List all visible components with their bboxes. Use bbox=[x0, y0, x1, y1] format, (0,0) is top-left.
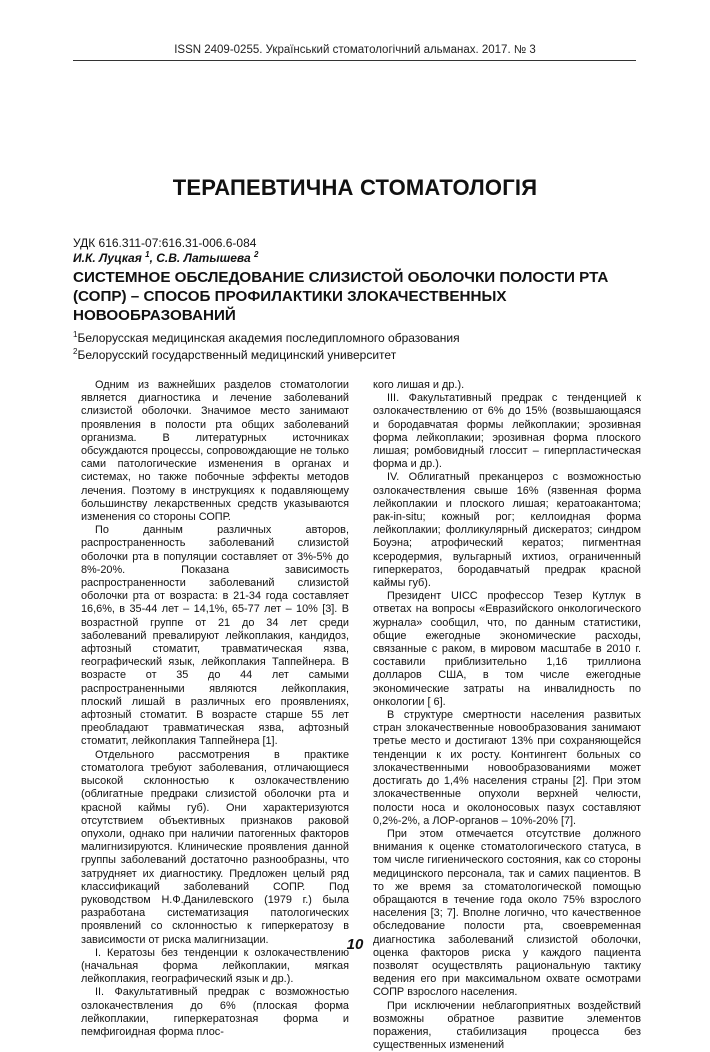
section-title: ТЕРАПЕВТИЧНА СТОМАТОЛОГІЯ bbox=[172, 175, 538, 200]
author-separator: , bbox=[149, 251, 157, 265]
paragraph: Президент UICC профессор Тезер Кутлук в ответах на вопросы «Евразийского онкологического журнала» сообщил, что, по данным статистики, общие ежегодные экономические расходы, связанные с раком, в мировом масштабе в 2010 г. составили приблизительно 1,16 триллиона долларов США, в том числе ежегодные экономические затраты на инвалидность по онкологии [ 6]. bbox=[373, 590, 641, 708]
authors-line bbox=[73, 250, 259, 265]
paragraph: При исключении неблагоприятных воздействий возможны обратное развитие элементов поражения, стабилизация процесса без существенных изменений bbox=[373, 999, 641, 1052]
article-title: СИСТЕМНОЕ ОБСЛЕДОВАНИЕ СЛИЗИСТОЙ ОБОЛОЧКИ ПОЛОСТИ РТА (СОПР) – СПОСОБ ПРОФИЛАКТИКИ ЗЛОКАЧЕСТВЕННЫХ НОВООБРАЗОВАНИЙ bbox=[73, 269, 609, 324]
paragraph: Одним из важнейших разделов стоматологии является диагностика и лечение заболеваний слизистой оболочки. Значимое место занимают проявления в полости рта общих заболеваний организма. В литературных источниках обсуждаются процессы, сопровождающие не только сами патологические изменения в органах и системах, но также побочные эффекты методов лечения. Поэтому в инструкциях к подавляющему большинству лекарственных средств указываются изменения со стороны СОПР. bbox=[81, 379, 349, 524]
affiliation-1 bbox=[73, 330, 460, 345]
paragraph: По данным различных авторов, распространенность заболеваний слизистой оболочки рта в популяции составляет от 3%-5% до 8%-20%. Показана зависимость распространенности заболеваний слизистой оболочки рта от возраста: в 21-34 года составляет 16,6%, в 35-44 лет – 14,1%, 65-77 лет – 10% [3]. В возрастной группе от 21 до 34 лет среди заболеваний превалируют лейкоплакия, кандидоз, афтозный стоматит, травматическая язва, географический язык, лейкоплакия Таппейнера. В возрасте от 35 до 44 лет самыми распространенными являются лейкоплакия, плоский лишай в различных его проявлениях, афтозный стоматит. В возрасте старше 55 лет преобладают травматическая язва, афтозный стоматит, лейкоплакия Таппейнера [1]. bbox=[81, 524, 349, 748]
affiliation-2 bbox=[73, 347, 396, 362]
paragraph: IV. Облигатный преканцероз с возможностью озлокачествления свыше 16% (язвенная форма лейкоплакии и плоского лишая; кератоакантома; рак-in-situ; кожный рог; келлоидная форма лейкоплакии; фолликулярный дискератоз; синдром Боуэна; атрофический кератоз; пигментная ксеродермия, вульгарный ихтиоз, ограниченный гиперкератоз, бородавчатый предрак красной каймы губ). bbox=[373, 471, 641, 590]
paragraph: При этом отмечается отсутствие должного внимания к оценке стоматологического статуса, в том числе гигиенического состояния, как со стороны медицинского персонала, так и самих пациентов. В то же время за стоматологической помощью обращаются в течение года около 75% взрослого населения [3; 7]. Вполне логично, что качественное обследование полости рта, своевременная диагностика заболеваний слизистой оболочки, оценка факторов риска у каждого пациента позволят осуществлять рациональную тактику ведения его при максимальном охвате осмотрами СОПР взрослого населения. bbox=[373, 827, 641, 999]
header-rule bbox=[73, 60, 636, 61]
paragraph: I. Кератозы без тенденции к озлокачествлению (начальная форма лейкоплакии, мягкая лейкоплакия, географический язык и др.). bbox=[81, 946, 349, 986]
author-2: С.В. Латышева bbox=[156, 251, 251, 265]
journal-header: ISSN 2409-0255. Український стоматологічний альманах. 2017. № 3 bbox=[174, 44, 536, 56]
paragraph: Отдельного рассмотрения в практике стоматолога требуют заболевания, отличающиеся высокой склонностью к озлокачествлению (облигатные предраки слизистой оболочки рта и красной каймы губ). Они характеризуются отсутствием объективных признаков раковой опухоли, однако при наличии патогенных факторов малигнизируются. Клинические проявления данной группы заболеваний достаточно разнообразны, что затрудняет их диагностику. Предложен целый ряд классификаций заболеваний СОПР. Под руководством Н.Ф.Данилевского (1979 г.) была разработана систематизация патологических проявлений со склонностью к гиперкератозу в зависимости от риска малигнизации. bbox=[81, 748, 349, 946]
paragraph: В структуре смертности населения развитых стран злокачественные новообразования занимают третье место и достигают 13% при сохраняющейся тенденции к их росту. Контингент больных со злокачественными новообразованиями может достигать до 1,4% населения страны [2]. При этом злокачественные опухоли верхней челюсти, полости носа и околоносовых пазух составляют 0,2%-2%, а ЛОР-органов – 10%-20% [7]. bbox=[373, 709, 641, 827]
author-2-affiliation-mark: 2 bbox=[254, 250, 259, 259]
paragraph: II. Факультативный предрак с возможностью озлокачествления до 6% (плоская форма лейкоплакии, гиперкератозная форма и пемфигоидная форма плос- bbox=[81, 986, 349, 1038]
author-1: И.К. Луцкая bbox=[73, 251, 142, 265]
affiliation-2-mark: 2 bbox=[73, 347, 78, 356]
author-1-affiliation-mark: 1 bbox=[145, 250, 150, 259]
affiliation-1-text: Белорусская медицинская академия последипломного образования bbox=[77, 331, 460, 345]
affiliation-1-mark: 1 bbox=[73, 330, 78, 339]
paragraph-continuation: кого лишая и др.). bbox=[373, 379, 465, 391]
paragraph: III. Факультативный предрак с тенденцией к озлокачествлению от 6% до 15% (возвышающаяся и бородавчатая формы лейкоплакии; эрозивная форма лейкоплакии; эрозивная форма плоского лишая; ромбовидный глоссит – гиперпластическая форма и др.). bbox=[373, 392, 641, 471]
udc-code: УДК 616.311-07:616.31-006.6-084 bbox=[73, 236, 257, 250]
page-number: 10 bbox=[346, 936, 364, 953]
affiliation-2-text: Белорусский государственный медицинский университет bbox=[77, 348, 397, 362]
